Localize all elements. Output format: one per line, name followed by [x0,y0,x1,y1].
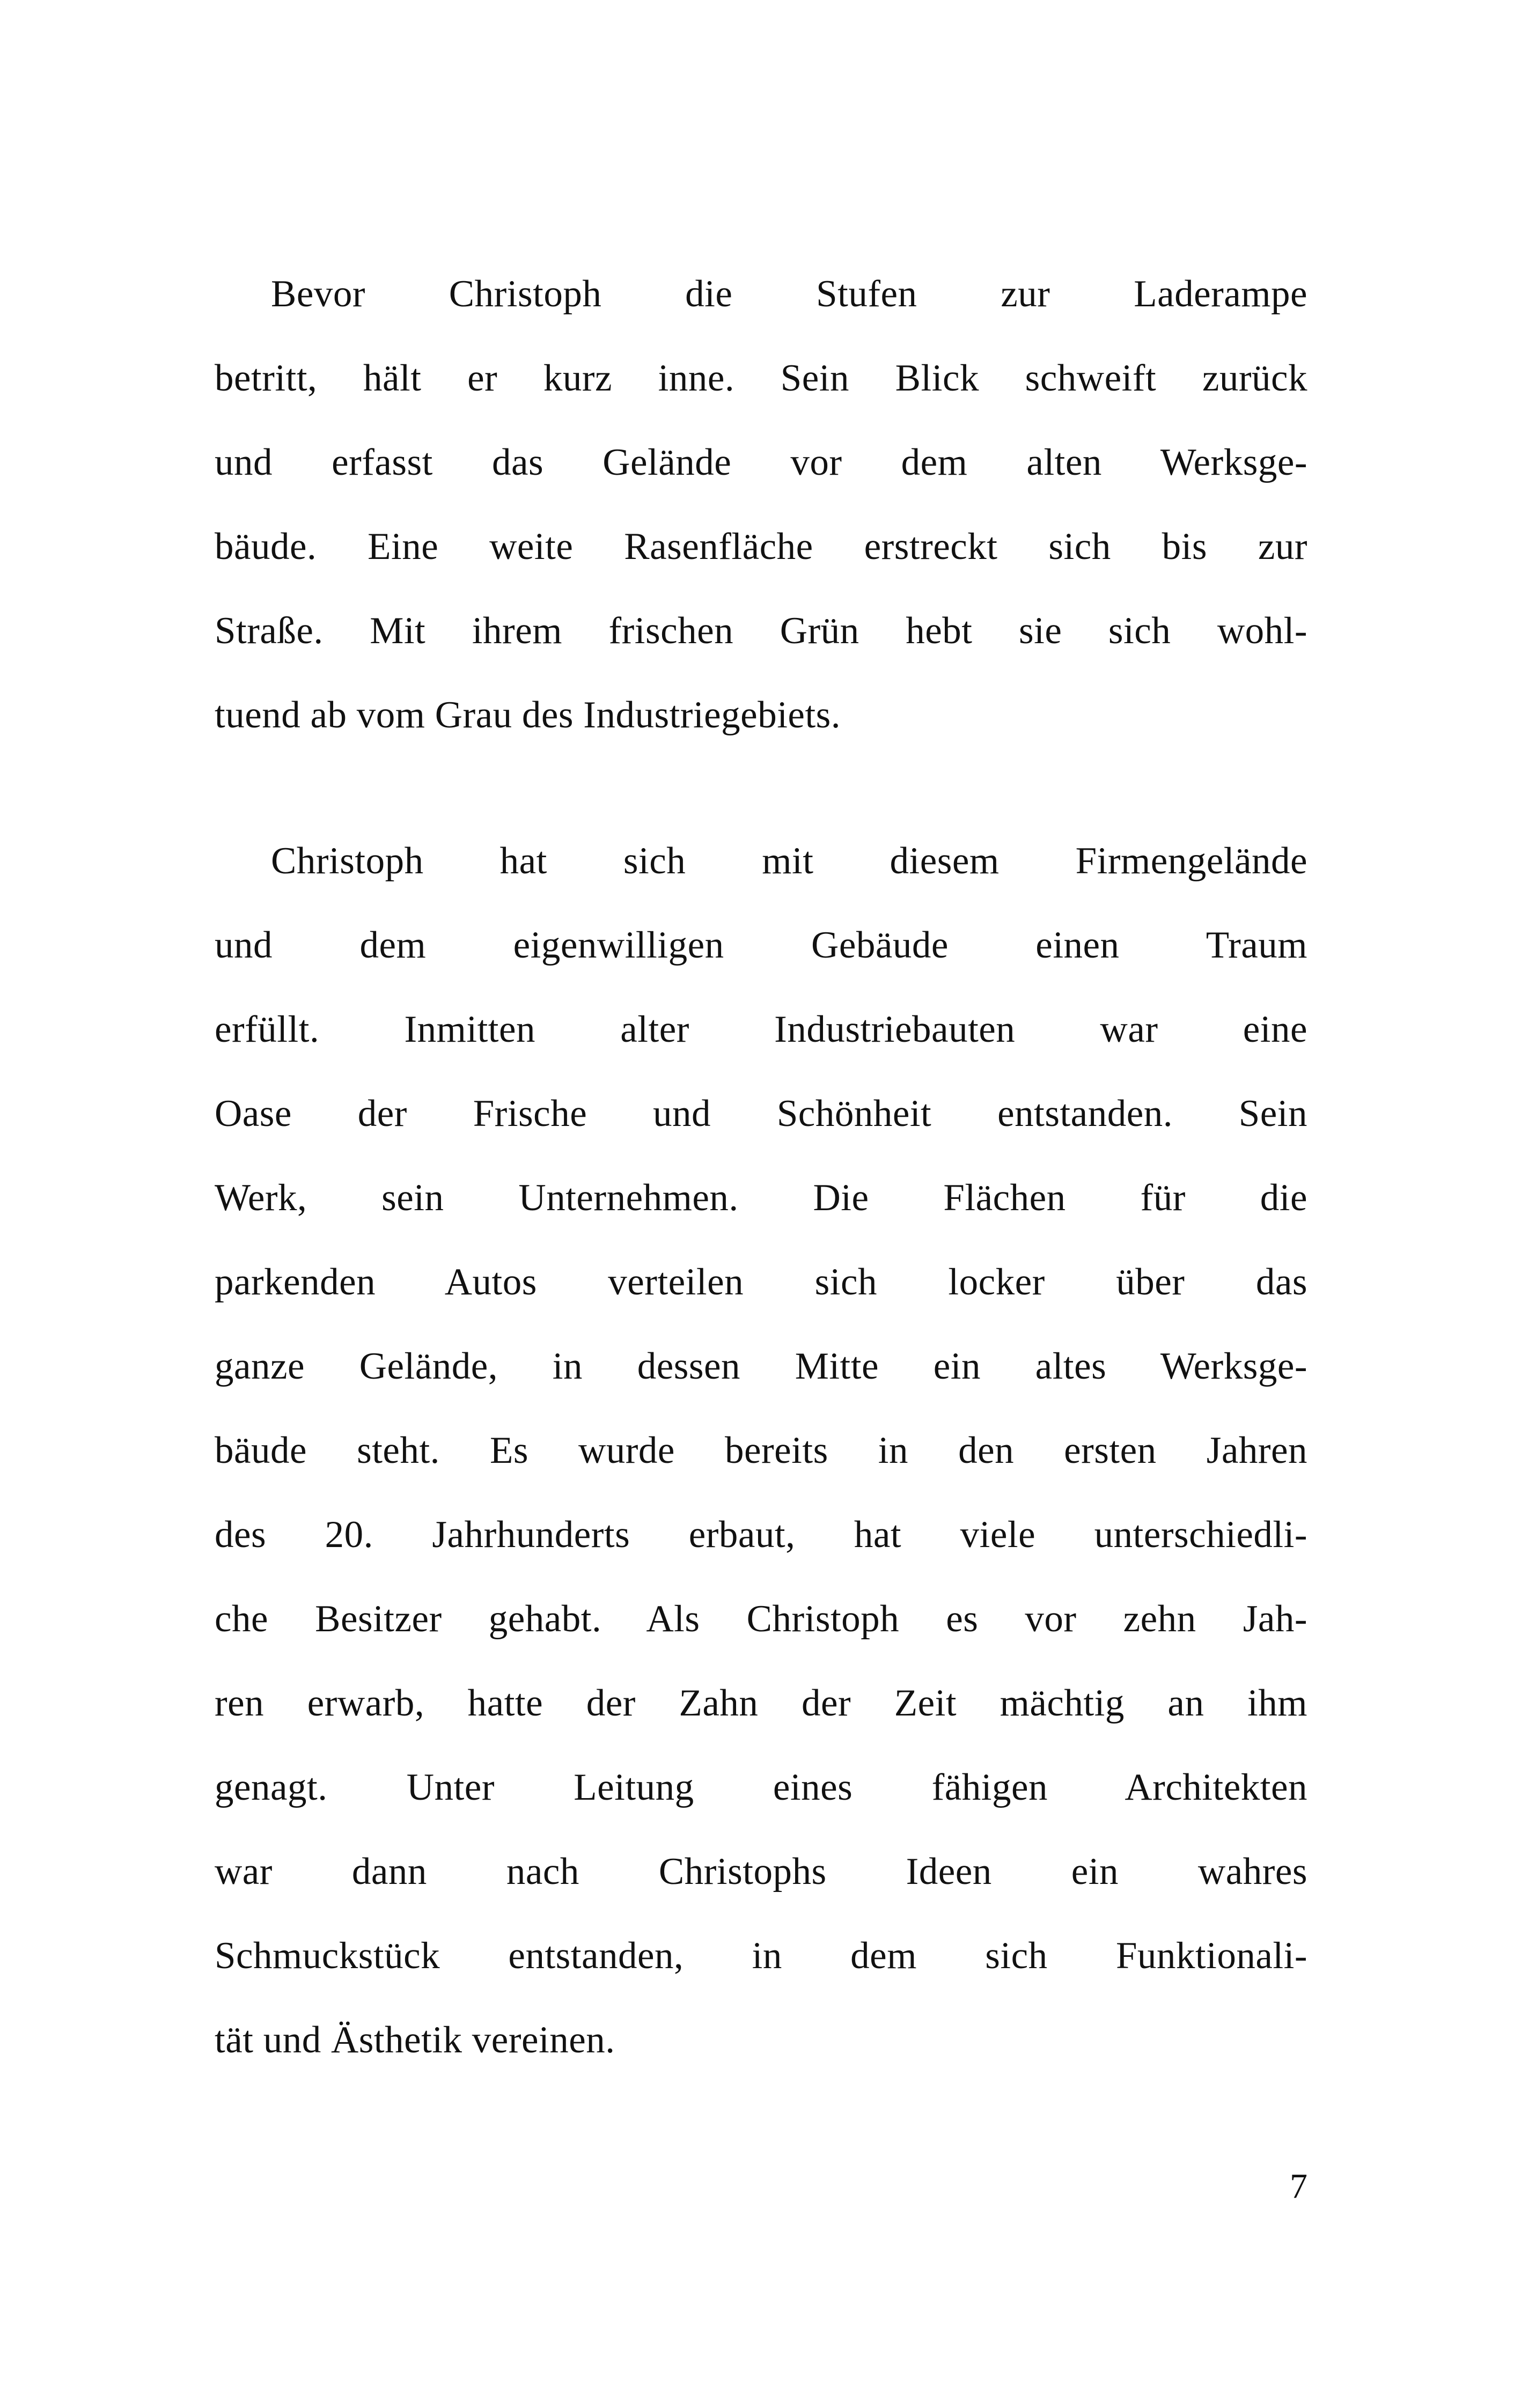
text-line: che Besitzer gehabt. Als Christoph es vor zehn Jah- [215,1598,1307,1640]
text-line: Oase der Frische und Schönheit entstanden. Sein [215,1093,1307,1135]
text-line: und erfasst das Gelände vor dem alten Werksge- [215,441,1307,483]
text-line: bäude steht. Es wurde bereits in den ersten Jahren [215,1430,1307,1471]
text-line: betritt, hält er kurz inne. Sein Blick schweift zurück [215,357,1307,399]
text-line: Straße. Mit ihrem frischen Grün hebt sie sich wohl- [215,610,1307,652]
text-line: war dann nach Christophs Ideen ein wahres [215,1851,1307,1892]
text-line: ren erwarb, hatte der Zahn der Zeit mächtig an ihm [215,1682,1307,1724]
text-line: erfüllt. Inmitten alter Industriebauten war eine [215,1008,1307,1050]
text-line: Schmuckstück entstanden, in dem sich Funktionali- [215,1935,1307,1977]
text-line: ganze Gelände, in dessen Mitte ein altes Werksge- [215,1345,1307,1387]
text-line: tät und Ästhetik vereinen. [215,2019,615,2061]
text-line: genagt. Unter Leitung eines fähigen Architekten [215,1766,1307,1808]
text-line: Werk, sein Unternehmen. Die Flächen für die [215,1177,1307,1219]
text-line: tuend ab vom Grau des Industriegebiets. [215,694,841,736]
text-line: parkenden Autos verteilen sich locker über das [215,1261,1307,1303]
paragraph-1 [215,252,1307,757]
text-line: bäude. Eine weite Rasenfläche erstreckt sich bis zur [215,526,1307,568]
page-number: 7 [1290,2167,1307,2206]
text-line: des 20. Jahrhunderts erbaut, hat viele unterschiedli- [215,1514,1307,1556]
text-line: Christoph hat sich mit diesem Firmengelände [271,840,1307,882]
text-line: Bevor Christoph die Stufen zur Laderampe [271,273,1307,315]
text-line: und dem eigenwilligen Gebäude einen Traum [215,924,1307,966]
paragraph-2 [215,819,1307,2082]
